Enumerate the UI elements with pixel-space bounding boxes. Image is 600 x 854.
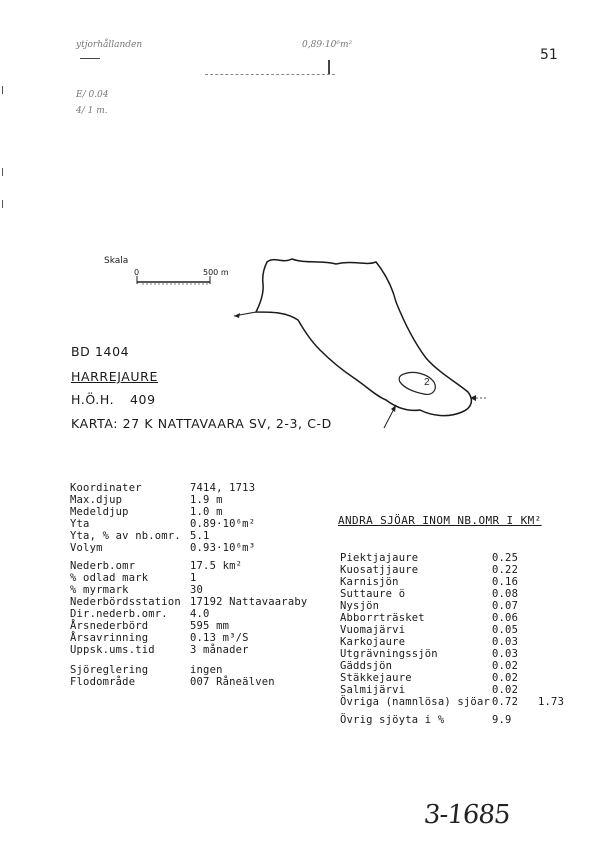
- map-reference: KARTA: 27 K NATTAVAARA SV, 2-3, C-D: [71, 416, 332, 431]
- param-label: Medeldjup: [70, 506, 129, 518]
- param-value: 30: [190, 584, 204, 596]
- lake-row-value: 0.03: [492, 648, 519, 660]
- lake-name: HARREJAURE: [71, 369, 158, 384]
- lake-row-name: Utgrävningssjön: [340, 648, 438, 660]
- lake-row-value: 0.03: [492, 636, 519, 648]
- param-value: 17.5 km²: [190, 560, 243, 572]
- lake-row-value: 0.02: [492, 684, 519, 696]
- lake-row-name: Kuosatjjaure: [340, 564, 419, 576]
- header-faint-line3: 4/ 1 m.: [76, 106, 108, 116]
- header-faint-line2: E/ 0.04: [76, 90, 109, 100]
- lake-row-value: 0.25: [492, 552, 519, 564]
- margin-mark: [2, 168, 3, 176]
- param-value: 4.0: [190, 608, 210, 620]
- lake-row-name: Salmijärvi: [340, 684, 406, 696]
- scale-end: 500 m: [203, 268, 229, 277]
- param-value: 1: [190, 572, 197, 584]
- scale-label: Skala: [104, 256, 129, 266]
- param-label: Uppsk.ums.tid: [70, 644, 155, 656]
- other-lakes-heading: [338, 514, 542, 527]
- scale-zero: 0: [134, 268, 140, 277]
- lake-row-value: 0.72: [492, 696, 519, 708]
- lake-row-name: Suttaure ö: [340, 588, 406, 600]
- param-value: 007 Råneälven: [190, 676, 275, 688]
- lake-row-name: Övriga (namnlösa) sjöar: [340, 696, 490, 708]
- param-label: Dir.nederb.omr.: [70, 608, 168, 620]
- param-value: 0.93·10⁶m³: [190, 542, 256, 554]
- param-value: 1.0 m: [190, 506, 223, 518]
- param-value: 17192 Nattavaaraby: [190, 596, 308, 608]
- param-value: 7414, 1713: [190, 482, 256, 494]
- lake-code: BD 1404: [71, 344, 130, 359]
- lake-total-value: 9.9: [492, 714, 512, 726]
- lake-row-value: 0.06: [492, 612, 519, 624]
- lake-row-name: Abborrträsket: [340, 612, 425, 624]
- lake-row-value: 0.07: [492, 600, 519, 612]
- lake-row-name: Stäkkejaure: [340, 672, 412, 684]
- param-label: Nederb.omr: [70, 560, 136, 572]
- param-value: 3 månader: [190, 644, 249, 656]
- lake-row-value: 0.05: [492, 624, 519, 636]
- other-lakes-heading-text: ANDRA SJÖAR INOM NB.OMR I KM²: [338, 514, 542, 527]
- header-faint-line1: ytjorhållanden: [76, 40, 143, 50]
- param-value: 0.13 m³/S: [190, 632, 249, 644]
- param-label: Årsnederbörd: [70, 620, 149, 632]
- lake-map: [226, 250, 496, 440]
- lake-row-name: Nysjön: [340, 600, 380, 612]
- param-value: 1.9 m: [190, 494, 223, 506]
- lake-row-name: Karnisjön: [340, 576, 399, 588]
- param-label: Yta, % av nb.omr.: [70, 530, 181, 542]
- faint-tick: [328, 60, 330, 74]
- lake-row-name: Gäddsjön: [340, 660, 393, 672]
- param-label: Volym: [70, 542, 103, 554]
- lake-row-name: Karkojaure: [340, 636, 406, 648]
- margin-mark: [2, 200, 3, 208]
- lake-shoreline: [256, 259, 471, 416]
- param-label: Nederbördsstation: [70, 596, 181, 608]
- param-label: Flodområde: [70, 676, 136, 688]
- lake-row-name: Vuomajärvi: [340, 624, 406, 636]
- lake-row-value: 0.22: [492, 564, 519, 576]
- lake-row-name: Piektjajaure: [340, 552, 419, 564]
- altitude-value: 409: [130, 392, 156, 407]
- param-label: % myrmark: [70, 584, 129, 596]
- lake-total-label: Övrig sjöyta i %: [340, 714, 445, 726]
- inlet-south-arrow-icon: [391, 405, 396, 412]
- lake-row-value: 0.16: [492, 576, 519, 588]
- faint-dashed-rule: [205, 74, 335, 76]
- param-label: Årsavrinning: [70, 632, 149, 644]
- scale-bar: [130, 272, 220, 286]
- param-label: % odlad mark: [70, 572, 149, 584]
- lake-row-extra: 1.73: [538, 696, 565, 708]
- param-label: Koordinater: [70, 482, 142, 494]
- param-label: Yta: [70, 518, 90, 530]
- margin-mark: [2, 86, 3, 94]
- lake-row-value: 0.08: [492, 588, 519, 600]
- lake-row-value: 0.02: [492, 672, 519, 684]
- page-number: 51: [540, 47, 558, 63]
- altitude-label: H.Ö.H.: [71, 392, 115, 407]
- lake-row-value: 0.02: [492, 660, 519, 672]
- faint-rule: [80, 58, 100, 59]
- param-value: 0.89·10⁶m²: [190, 518, 256, 530]
- param-value: 595 mm: [190, 620, 230, 632]
- param-label: Sjöreglering: [70, 664, 149, 676]
- header-faint-line1-value: 0,89·10⁶m²: [302, 40, 353, 50]
- handwritten-id: 3-1685: [422, 800, 512, 830]
- param-label: Max.djup: [70, 494, 123, 506]
- depth-marker: 2: [424, 377, 430, 388]
- depth-contour: [399, 372, 435, 394]
- param-value: ingen: [190, 664, 223, 676]
- param-value: 5.1: [190, 530, 210, 542]
